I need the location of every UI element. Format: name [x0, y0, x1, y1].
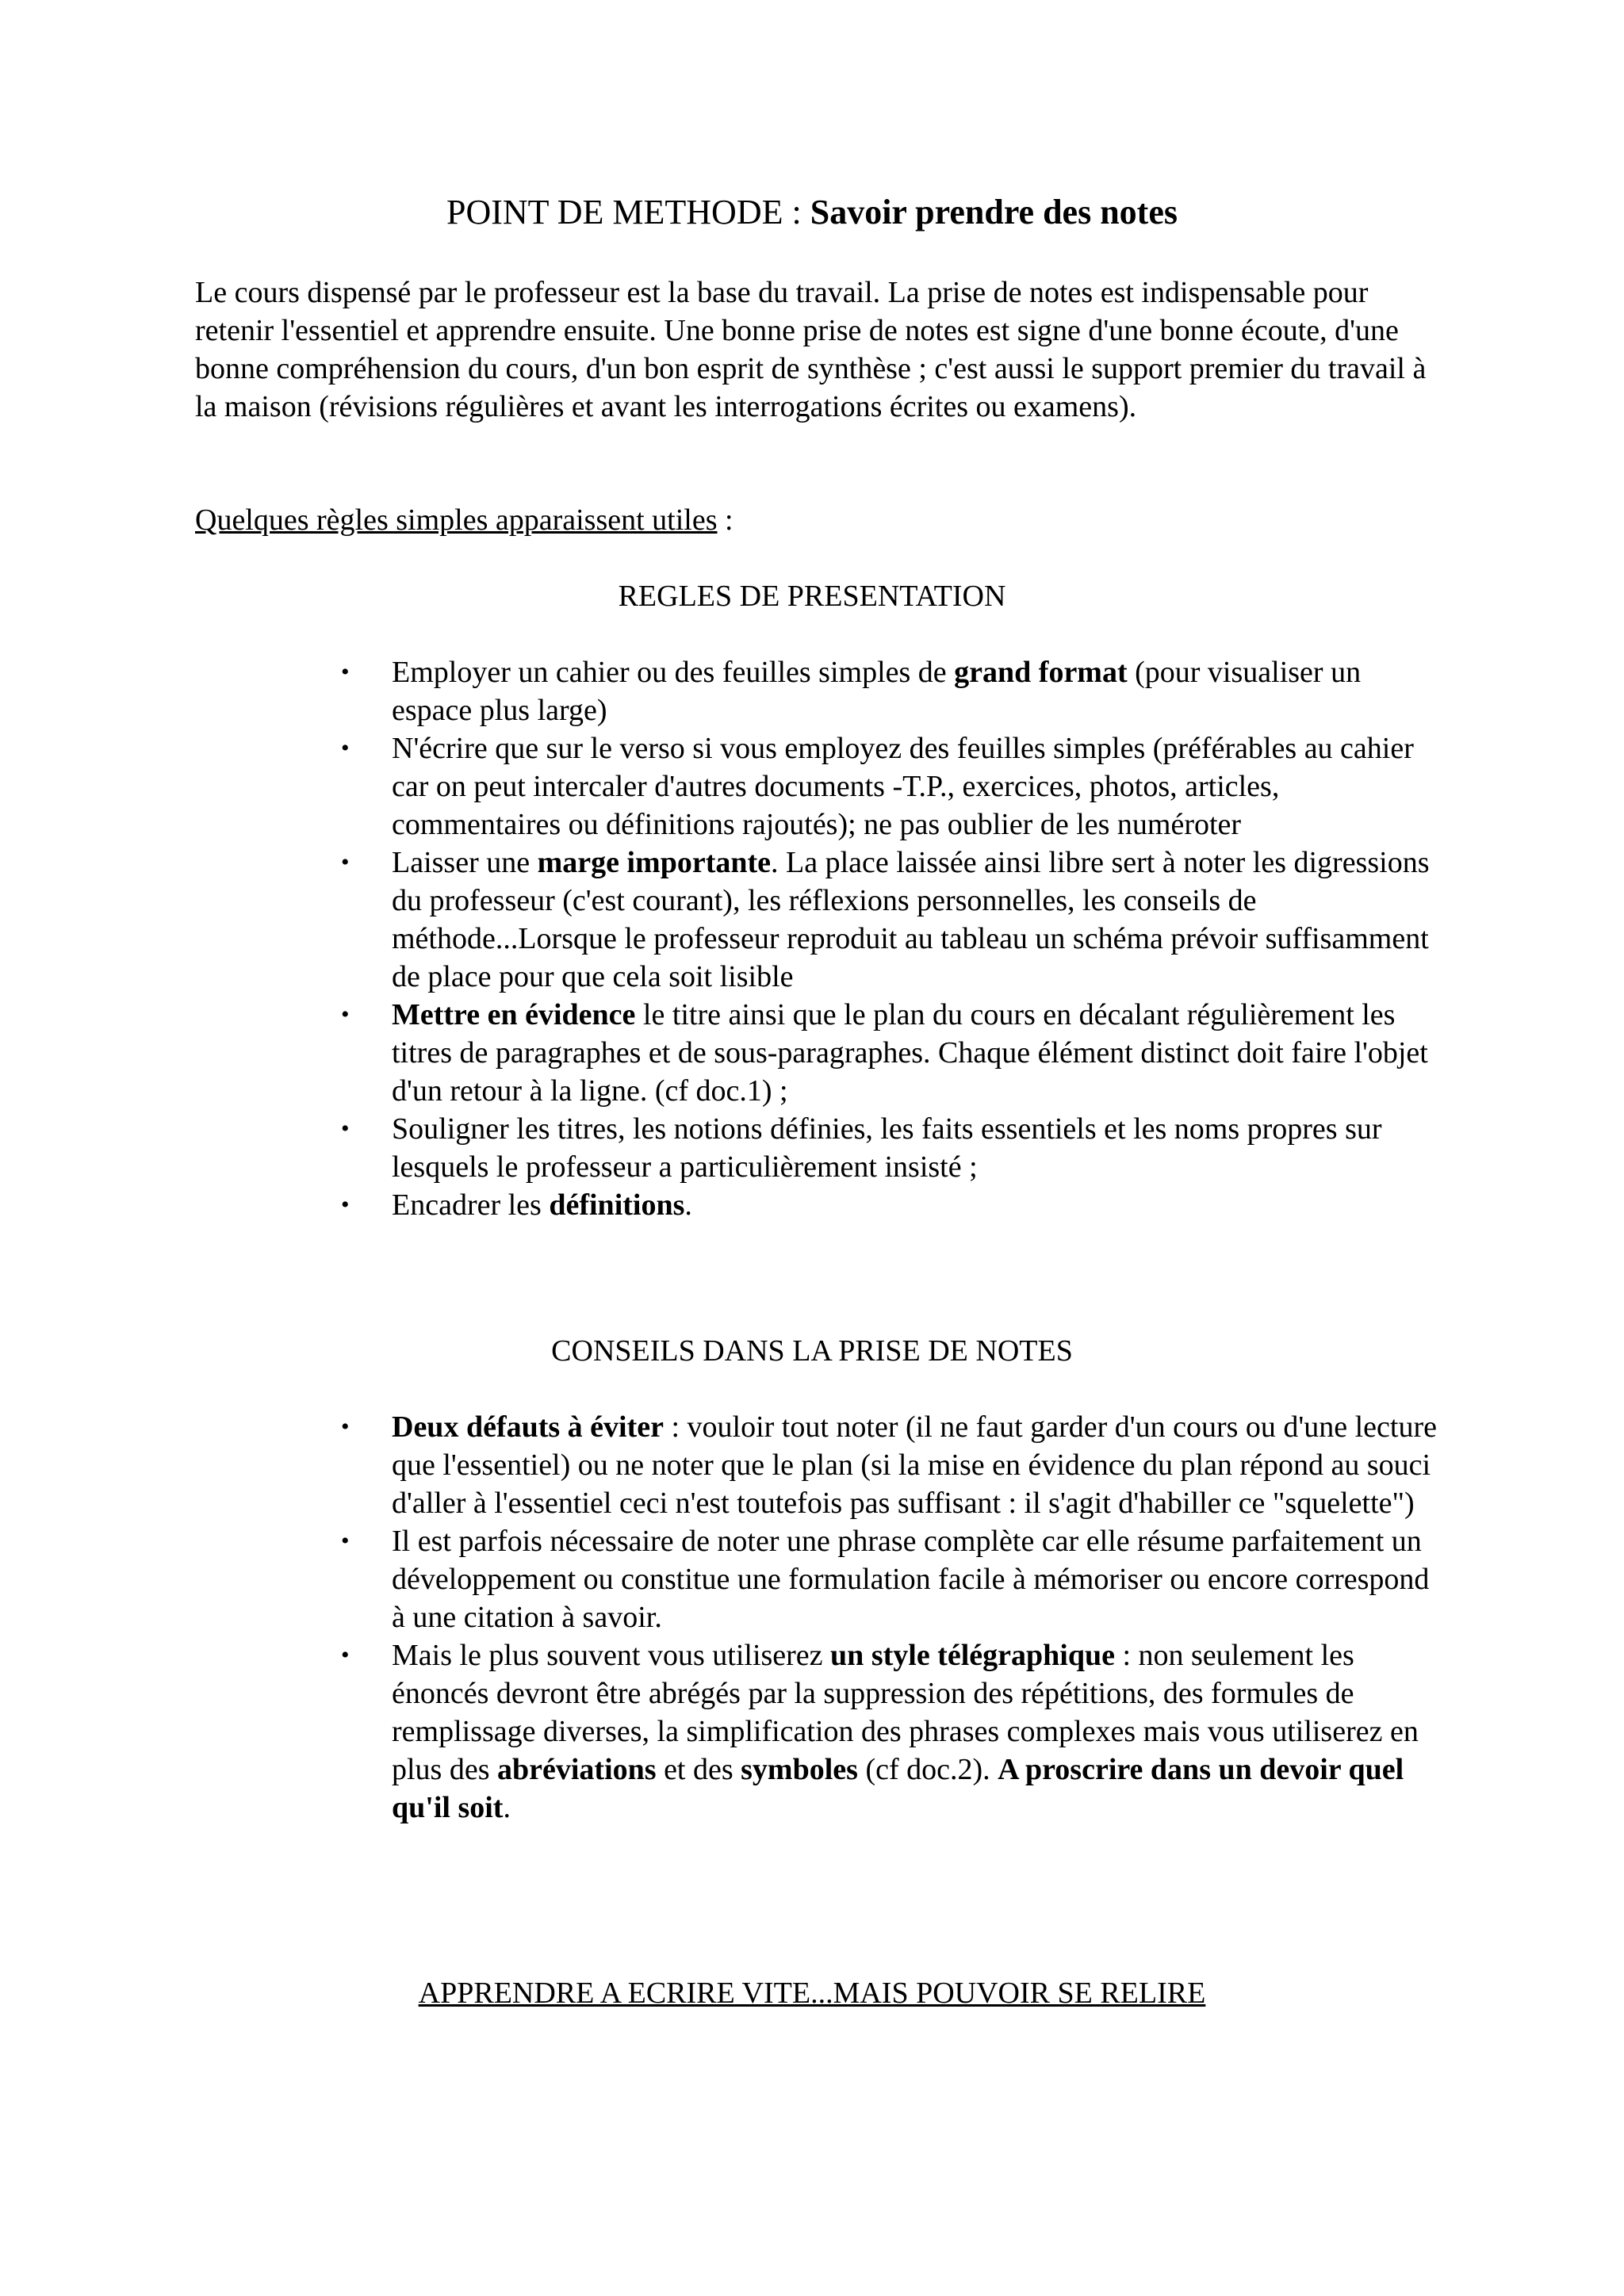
page-title	[0, 190, 1624, 235]
bullet-icon: •	[341, 849, 350, 875]
list-item: • Mais le plus souvent vous utiliserez un style télégraphique : non seulement les énoncés devront être abrégés par la suppression des répétitions, des formules de remplissage diverses, la simplification des phrases complexes mais vous utiliserez en plus des abréviations et des symboles (cf doc.2). A proscrire dans un devoir quel qu'il soit.	[392, 1636, 1438, 1827]
bullet-icon: •	[341, 1528, 350, 1554]
rules-intro	[195, 501, 1432, 539]
bullet-icon: •	[341, 1642, 350, 1668]
title-bold: Savoir prendre des notes	[810, 193, 1178, 232]
bullet-icon: •	[341, 1001, 350, 1027]
list-item: • Mettre en évidence le titre ainsi que le plan du cours en décalant régulièrement les titres de paragraphes et de sous-paragraphes. Chaque élément distinct doit faire l'objet d'un retour à la ligne. (cf doc.1) ;	[392, 996, 1438, 1110]
bullet-icon: •	[341, 735, 350, 761]
apprendre-heading-text: APPRENDRE A ECRIRE VITE...MAIS POUVOIR SE RELIRE	[418, 1976, 1206, 2010]
list-item: • Laisser une marge importante. La place laissée ainsi libre sert à noter les digressions du professeur (c'est courant), les réflexions personnelles, les conseils de méthode...Lorsque le professeur reproduit au tableau un schéma prévoir suffisamment de place pour que cela soit lisible	[392, 844, 1438, 996]
presentation-list	[341, 653, 1438, 1224]
list-item: • Deux défauts à éviter : vouloir tout noter (il ne faut garder d'un cours ou d'une lecture que l'essentiel) ou ne noter que le plan (si la mise en évidence du plan répond au souci d'aller à l'essentiel ceci n'est toutefois pas suffisant : il s'agit d'habiller ce "squelette")	[392, 1408, 1438, 1522]
list-item: • Employer un cahier ou des feuilles simples de grand format (pour visualiser un espace plus large)	[392, 653, 1438, 729]
intro-paragraph: Le cours dispensé par le professeur est la base du travail. La prise de notes est indispensable pour retenir l'essentiel et apprendre ensuite. Une bonne prise de notes est signe d'une bonne écoute, d'une bonne compréhension du cours, d'un bon esprit de synthèse ; c'est aussi le support premier du travail à la maison (révisions régulières et avant les interrogations écrites ou examens).	[195, 276, 1427, 423]
list-item: • Encadrer les définitions.	[392, 1186, 1438, 1224]
list-item: • N'écrire que sur le verso si vous employez des feuilles simples (préférables au cahier car on peut intercaler d'autres documents -T.P., exercices, photos, articles, commentaires ou définitions rajoutés); ne pas oublier de les numéroter	[392, 729, 1438, 844]
section-heading-conseils: CONSEILS DANS LA PRISE DE NOTES	[551, 1334, 1073, 1368]
title-prefix: POINT DE METHODE :	[446, 193, 810, 232]
rules-intro-suffix: :	[717, 503, 733, 537]
list-item: • Il est parfois nécessaire de noter une phrase complète car elle résume parfaitement un développement ou constitue une formulation facile à mémoriser ou encore correspond à une citation à savoir.	[392, 1522, 1438, 1636]
bullet-icon: •	[341, 659, 350, 685]
bullet-icon: •	[341, 1192, 350, 1218]
rules-intro-underlined: Quelques règles simples apparaissent utiles	[195, 503, 718, 537]
section-heading-presentation: REGLES DE PRESENTATION	[618, 580, 1006, 613]
bullet-icon: •	[341, 1115, 350, 1142]
bullet-icon: •	[341, 1414, 350, 1440]
section-heading-apprendre	[0, 1974, 1624, 2012]
list-item: • Souligner les titres, les notions définies, les faits essentiels et les noms propres sur lesquels le professeur a particulièrement insisté ;	[392, 1110, 1438, 1186]
conseils-list	[341, 1408, 1438, 1827]
